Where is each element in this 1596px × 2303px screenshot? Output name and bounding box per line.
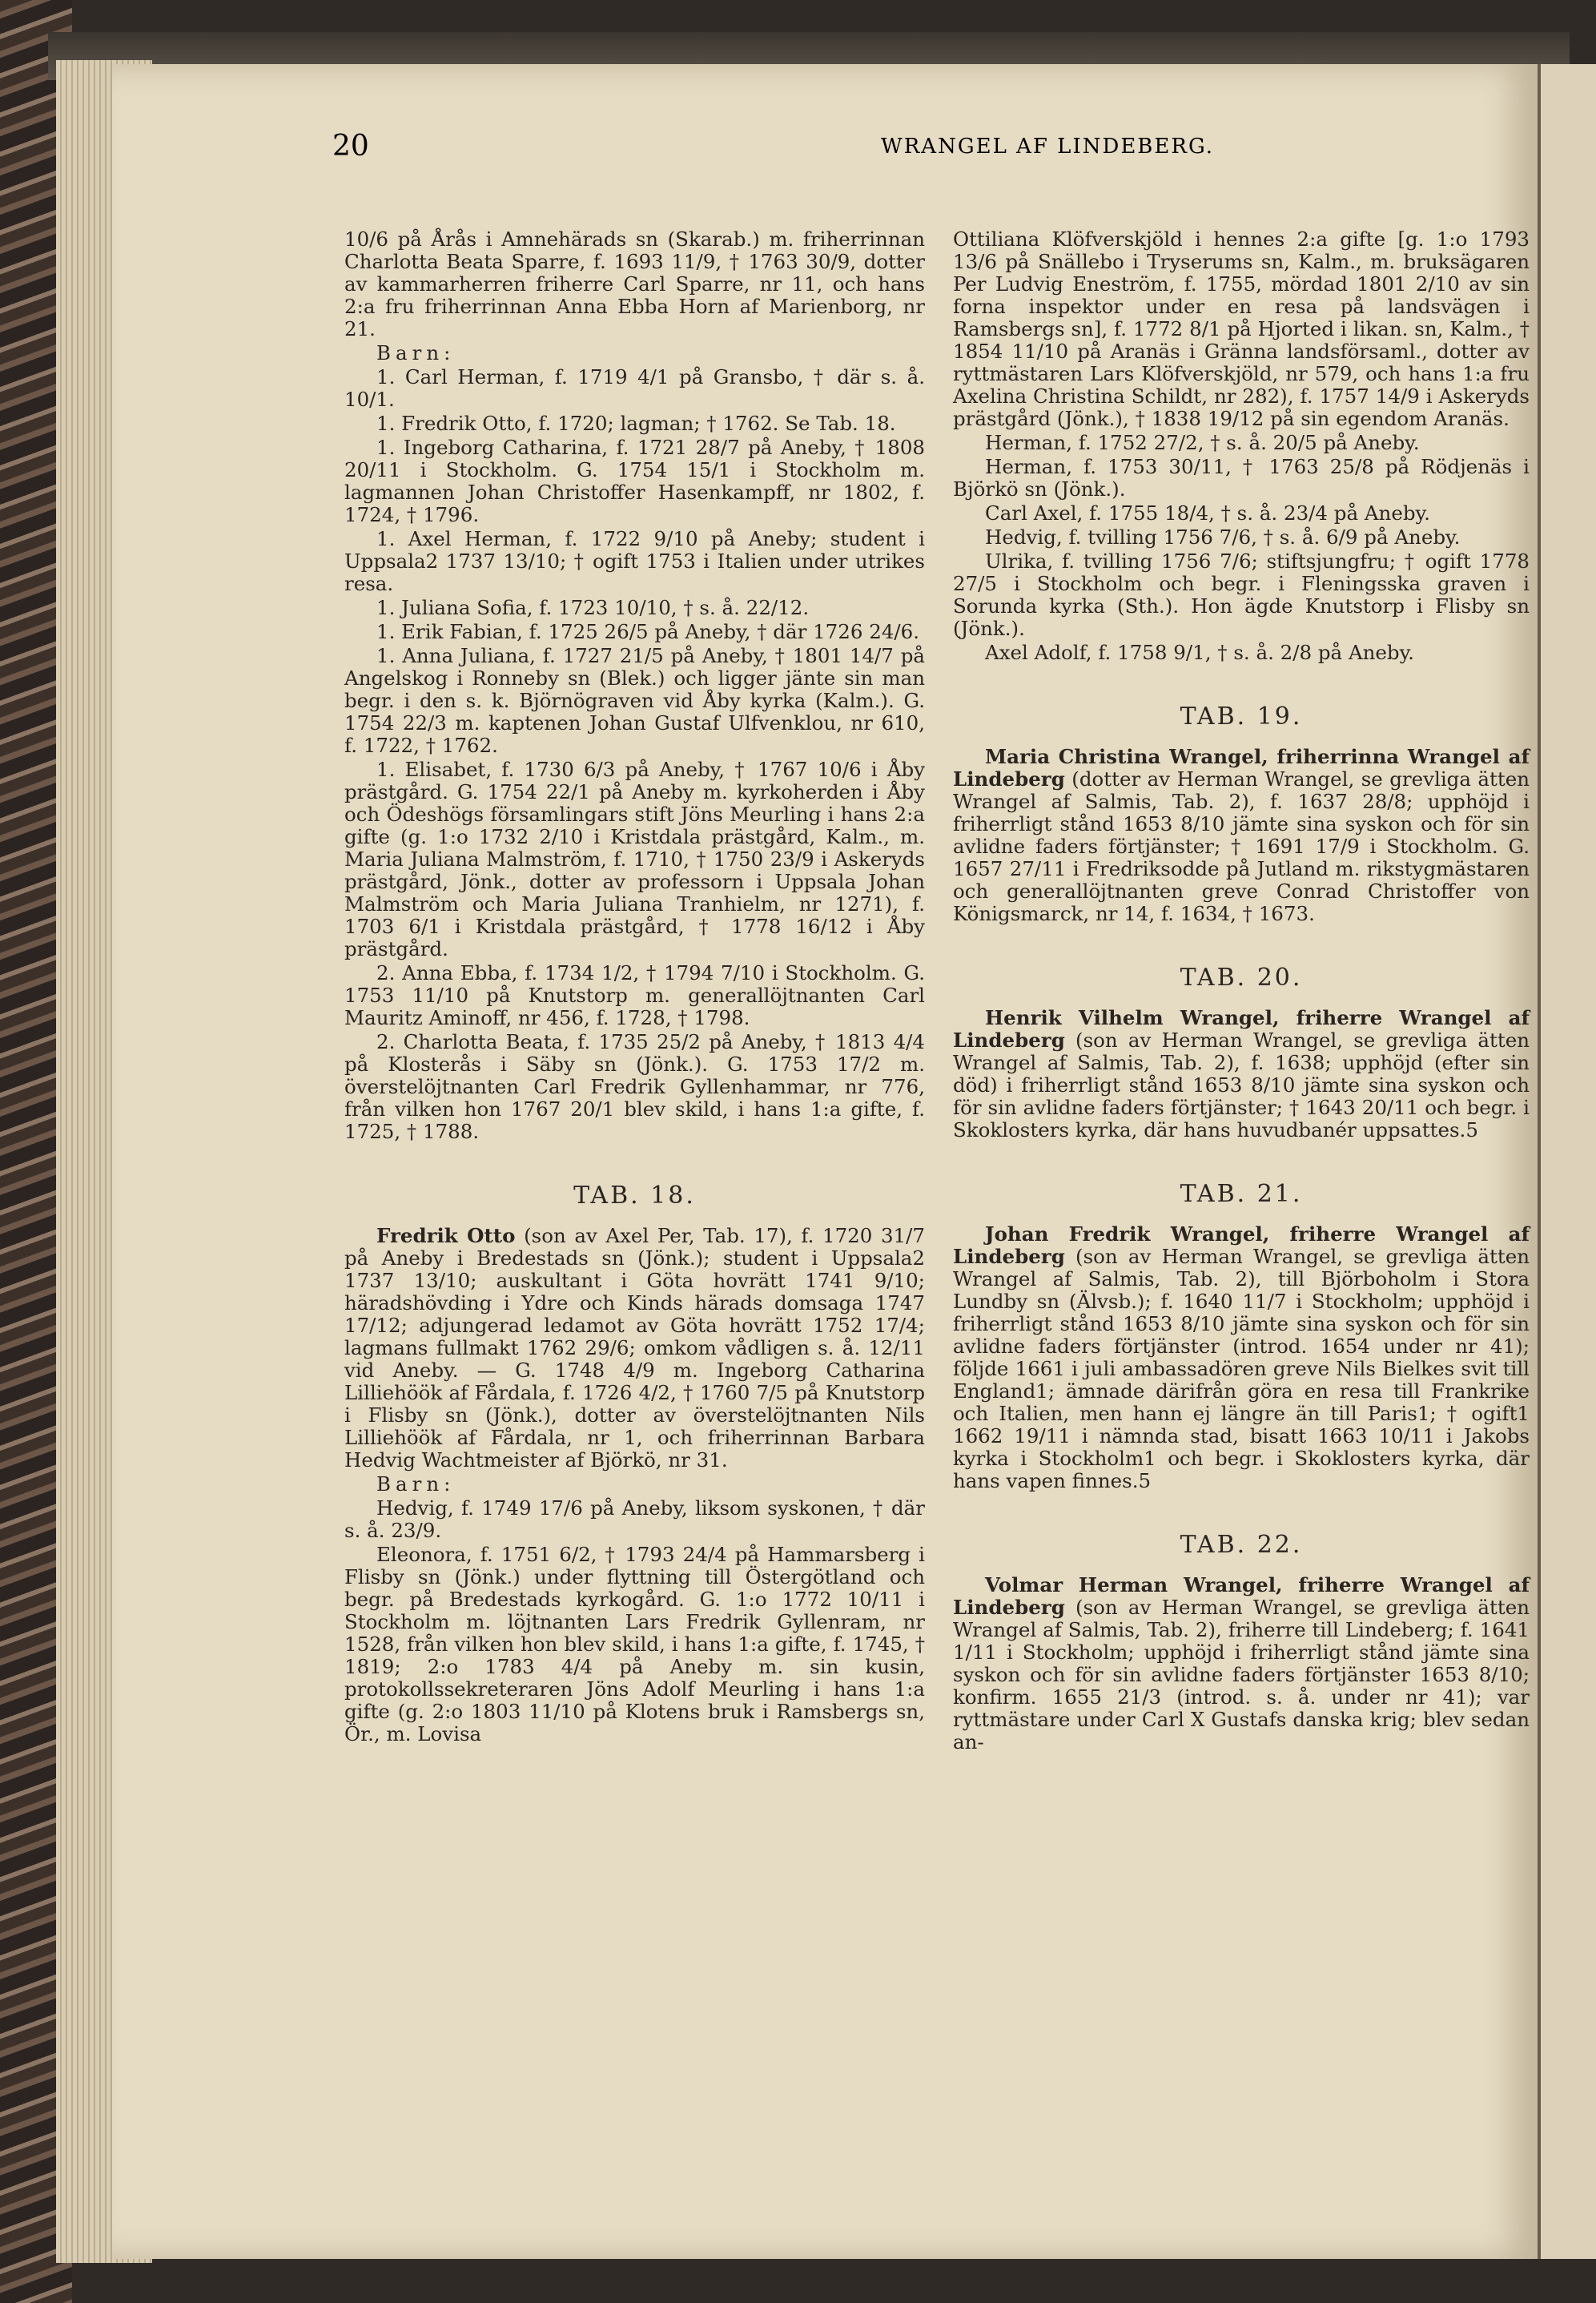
left-column <box>344 228 925 1747</box>
genealogy-entry <box>953 642 1530 664</box>
genealogy-entry <box>344 1497 925 1542</box>
genealogy-entry <box>344 621 925 643</box>
genealogy-entry <box>953 550 1530 640</box>
genealogy-entry <box>344 1544 925 1745</box>
entry-text: 1. Axel Herman, f. 1722 9/10 på Aneby; student i Uppsala2 1737 13/10; † ogift 1753 i Italien under utrikes resa. <box>344 527 925 595</box>
entry-text: 1. Anna Juliana, f. 1727 21/5 på Aneby, † 1801 14/7 på Angelskog i Ronneby sn (Blek.) och ligger jänte sin man begr. i den s. k. Björnögraven vid Åby kyrka (Kalm.). G. 1754 22/3 m. kaptenen Johan Gustaf Ulfvenklou, nr 610, f. 1722, † 1762. <box>344 644 925 757</box>
genealogy-entry <box>953 228 1530 430</box>
genealogy-entry <box>953 1007 1530 1141</box>
entry-text: 1. Ingeborg Catharina, f. 1721 28/7 på Aneby, † 1808 20/11 i Stockholm. G. 1754 15/1 i Stockholm m. lagmannen Johan Christoffer Hasenkampff, nr 1802, f. 1724, † 1796. <box>344 436 925 526</box>
entry-text: Herman, f. 1753 30/11, † 1763 25/8 på Rödjenäs i Björkö sn (Jönk.). <box>953 455 1530 501</box>
entry-text: Ottiliana Klöfverskjöld i hennes 2:a gifte [g. 1:o 1793 13/6 på Snällebo i Tryserums sn, Kalm., m. bruksägaren Per Ludvig Eneström, f. 1755, mördad 1801 2/10 av sin forna inspektor under en resa på landsvägen i Ramsbergs sn], f. 1772 8/1 på Hjorted i likan. sn, Kalm., † 1854 11/10 på Aranäs i Gränna landsförsaml., dotter av ryttmästaren Lars Klöfverskjöld, nr 579, och hans 1:a fru Axelina Christina Schildt, nr 282), f. 1757 14/9 i Askeryds prästgård (Jönk.), † 1838 19/12 på sin egendom Aranäs. <box>953 227 1530 430</box>
genealogy-entry <box>344 413 925 435</box>
genealogy-entry <box>344 962 925 1029</box>
entry-text: Eleonora, f. 1751 6/2, † 1793 24/4 på Hammarsberg i Flisby sn (Jönk.) under flyttning till Östergötland och begr. på Bredestads kyrkogård. G. 1:o 1772 10/11 i Stockholm m. löjtnanten Lars Fredrik Gyllenram, nr 1528, från vilken hon blev skild, i hans 1:a gifte, f. 1745, † 1819; 2:o 1783 4/4 på Aneby m. sin kusin, protokollssekreteraren Jöns Adolf Meurling i hans 1:a gifte (g. 2:o 1803 11/10 på Klotens bruk i Ramsbergs sn, Ör., m. Lovisa <box>344 1543 925 1745</box>
tab-heading: TAB. 22. <box>1180 1531 1303 1559</box>
entry-text: 1. Elisabet, f. 1730 6/3 på Aneby, † 1767 10/6 i Åby prästgård. G. 1754 22/1 på Aneby m. kyrkoherden i Åby och Ödeshögs församlingars stift Jöns Meurling i hans 2:a gifte (g. 1:o 1732 2/10 i Kristdala prästgård, Kalm., m. Maria Juliana Malmström, f. 1710, † 1750 23/9 i Askeryds prästgård, Jönk., dotter av professorn i Uppsala Johan Malmström och Maria Juliana Tranhielm, nr 1271), f. 1703 6/1 i Kristdala prästgård, † 1778 16/12 i Åby prästgård. <box>344 758 925 960</box>
entry-name: Johan Fredrik Wrangel, friherre Wrangel af Lindeberg <box>953 1222 1530 1268</box>
genealogy-entry <box>953 746 1530 925</box>
entry-text: 1. Carl Herman, f. 1719 4/1 på Gransbo, † där s. å. 10/1. <box>344 365 925 411</box>
genealogy-entry <box>953 526 1530 549</box>
genealogy-entry <box>953 1574 1530 1753</box>
genealogy-entry <box>953 456 1530 501</box>
tab-heading: TAB. 21. <box>1180 1180 1303 1208</box>
entry-text: 1. Erik Fabian, f. 1725 26/5 på Aneby, † där 1726 24/6. <box>376 620 920 643</box>
genealogy-entry <box>344 366 925 411</box>
tab-heading: TAB. 20. <box>1180 964 1303 992</box>
entry-text: Ulrika, f. tvilling 1756 7/6; stiftsjungfru; † ogift 1778 27/5 i Stockholm och begr. i Fleningsska graven i Sorunda kyrka (Sth.). Hon ägde Knutstorp i Flisby sn (Jönk.). <box>953 550 1530 640</box>
genealogy-entry <box>344 228 925 340</box>
genealogy-entry <box>344 528 925 595</box>
entry-text: 2. Anna Ebba, f. 1734 1/2, † 1794 7/10 i Stockholm. G. 1753 11/10 på Knutstorp m. generallöjtnanten Carl Mauritz Aminoff, nr 456, f. 1728, † 1798. <box>344 961 925 1029</box>
entry-name: Volmar Herman Wrangel, friherre Wrangel af Lindeberg <box>953 1573 1530 1619</box>
page-number: 20 <box>332 130 369 163</box>
entry-text: Axel Adolf, f. 1758 9/1, † s. å. 2/8 på Aneby. <box>985 641 1414 664</box>
entry-name: Henrik Vilhelm Wrangel, friherre Wrangel af Lindeberg <box>953 1006 1530 1052</box>
next-page-edge <box>1538 64 1596 2259</box>
entry-text: 1. Juliana Sofia, f. 1723 10/10, † s. å. 22/12. <box>376 596 810 619</box>
entry-text: 10/6 på Årås i Amnehärads sn (Skarab.) m. friherrinnan Charlotta Beata Sparre, f. 1693 11/9, † 1763 30/9, dotter av kammarherren friherre Carl Sparre, nr 11, och hans 2:a fru friherrinnan Anna Ebba Horn af Marienborg, nr 21. <box>344 227 925 340</box>
entry-name: Maria Christina Wrangel, friherrinna Wrangel af Lindeberg <box>953 745 1530 791</box>
entry-text: (son av Axel Per, Tab. 17), f. 1720 31/7 på Aneby i Bredestads sn (Jönk.); student i Uppsala2 1737 13/10; auskultant i Göta hovrätt 1741 9/10; häradshövding i Ydre och Kinds härads domsaga 1747 17/12; adjungerad ledamot av Göta hovrätt 1752 17/4; lagmans fullmakt 1762 29/6; omkom vådligen s. å. 12/11 vid Aneby. — G. 1748 4/9 m. Ingeborg Catharina Lilliehöök af Fårdala, f. 1726 4/2, † 1760 7/5 på Knutstorp i Flisby sn (Jönk.), dotter av överstelöjtnanten Nils Lilliehöök af Fårdala, nr 1, och friherrinnan Barbara Hedvig Wachtmeister af Björkö, nr 31. <box>344 1224 925 1472</box>
running-head: WRANGEL AF LINDEBERG. <box>881 135 1215 159</box>
tab-heading: TAB. 18. <box>573 1182 696 1210</box>
entry-text: 1. Fredrik Otto, f. 1720; lagman; † 1762. Se Tab. 18. <box>376 412 896 435</box>
genealogy-entry <box>344 645 925 757</box>
genealogy-entry <box>953 502 1530 525</box>
entry-text: 2. Charlotta Beata, f. 1735 25/2 på Aneby, † 1813 4/4 på Klosterås i Säby sn (Jönk.). G. 1753 17/2 m. överstelöjtnanten Carl Fredrik Gyllenhammar, nr 776, från vilken hon 1767 20/1 blev skild, i hans 1:a gifte, f. 1725, † 1788. <box>344 1030 925 1143</box>
entry-name: Fredrik Otto <box>376 1224 516 1247</box>
entry-text: Carl Axel, f. 1755 18/4, † s. å. 23/4 på Aneby. <box>985 501 1430 525</box>
genealogy-entry <box>344 437 925 526</box>
barn-heading: Barn: <box>376 1472 456 1496</box>
entry-text: Herman, f. 1752 27/2, † s. å. 20/5 på Aneby. <box>985 431 1420 454</box>
entry-text: Hedvig, f. tvilling 1756 7/6, † s. å. 6/9 på Aneby. <box>985 525 1461 549</box>
entry-text: (son av Herman Wrangel, se grevliga ätten Wrangel af Salmis, Tab. 2), till Björboholm i Stora Lundby sn (Älvsb.); f. 1640 11/7 i Stockholm; upphöjd i friherrligt stånd 1653 8/10 jämte sina syskon och för sin avlidne faders förtjänster (introd. 1654 under nr 41); följde 1661 i juli ambassadören greve Nils Bielkes svit till England1; ämnade därifrån göra en resa till Frankrike och Italien, men hann ej längre än till Paris1; † ogift1 1662 19/11 i nämnda stad, bisatt 1663 10/11 i Jakobs kyrka i Stockholm1 och begr. i Skoklosters kyrka, där hans vapen finnes.5 <box>953 1245 1530 1492</box>
genealogy-entry <box>953 1223 1530 1492</box>
right-column <box>953 228 1530 1755</box>
genealogy-entry <box>953 432 1530 454</box>
entry-text: Hedvig, f. 1749 17/6 på Aneby, liksom syskonen, † där s. å. 23/9. <box>344 1496 925 1542</box>
entry-text: (son av Herman Wrangel, se grevliga ätten Wrangel af Salmis, Tab. 2), f. 1638; upphöjd (efter sin död) i friherrligt stånd 1653 8/10 jämte sina syskon och för sin avlidne faders förtjänster; † 1643 20/11 och begr. i Skoklosters kyrka, där hans huvudbanér uppsattes.5 <box>953 1029 1530 1141</box>
genealogy-entry <box>344 597 925 619</box>
entry-text: (dotter av Herman Wrangel, se grevliga ätten Wrangel af Salmis, Tab. 2), f. 1637 28/8; upphöjd i friherrligt stånd 1653 8/10 jämte sina syskon och för sin avlidne faders förtjänster; † 1691 17/9 i Stockholm. G. 1657 27/11 i Fredriksodde på Jutland m. rikstygmästaren och generallöjtnanten greve Conrad Christoffer von Königsmarck, nr 14, f. 1634, † 1673. <box>953 767 1530 925</box>
entry-text: (son av Herman Wrangel, se grevliga ätten Wrangel af Salmis, Tab. 2), friherre till Lindeberg; f. 1641 1/11 i Stockholm; upphöjd i friherrligt stånd jämte sina syskon och för sin avlidne faders förtjänster 1653 8/10; konfirm. 1655 21/3 (introd. s. å. under nr 41); var ryttmästare under Carl X Gustafs danska krig; blev sedan an- <box>953 1596 1530 1753</box>
genealogy-entry <box>344 759 925 960</box>
book-page <box>112 64 1538 2259</box>
genealogy-entry <box>344 1031 925 1143</box>
tab-heading: TAB. 19. <box>1180 703 1303 731</box>
genealogy-entry <box>344 1225 925 1472</box>
barn-heading: Barn: <box>376 341 456 364</box>
